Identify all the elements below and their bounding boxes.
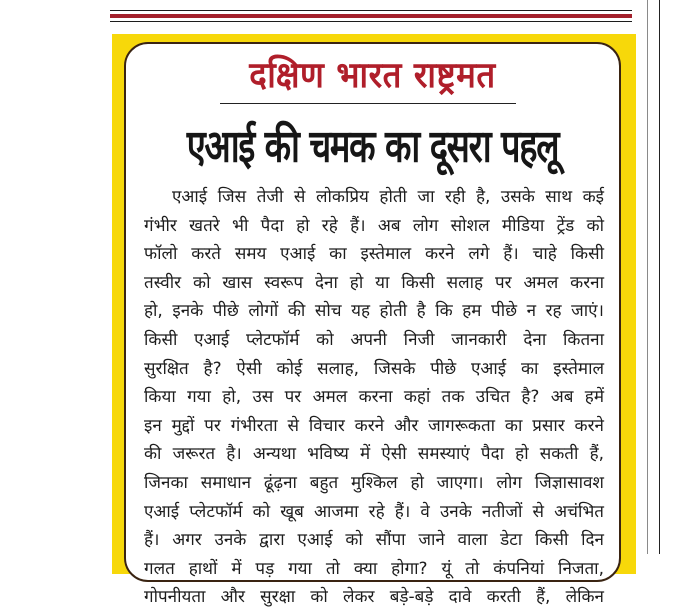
header-rule-bottom: [110, 21, 632, 22]
article-line: गलत हाथों में पड़ गया तो क्या होगा? यूं तो कंपनियां निजता,: [144, 558, 604, 579]
article-line: किसी एआई प्लेटफॉर्म को अपनी निजी जानकारी देना कितना: [144, 329, 604, 350]
article-line: हो, इनके पीछे लोगों की सोच यह होती है कि हम पीछे न रह जाएं।: [144, 301, 604, 322]
article-line: किया गया हो, उस पर अमल करना कहां तक उचित है? अब हमें: [144, 387, 604, 408]
column-divider-gray: [647, 0, 648, 554]
article-line: फॉलो करते समय एआई का इस्तेमाल करने लगे हैं। चाहे किसी: [144, 244, 604, 265]
article-line: सुरक्षित है? ऐसी कोई सलाह, जिसके पीछे एआई का इस्तेमाल: [144, 358, 604, 379]
article-line: गंभीर खतरे भी पैदा हो रहे हैं। अब लोग सोशल मीडिया ट्रेंड को: [144, 215, 604, 236]
article-line: इन मुद्दों पर गंभीरता से विचार करने और जागरूकता का प्रसार करने: [144, 415, 604, 436]
header-rule-red: [110, 14, 632, 18]
article-line: एआई प्लेटफॉर्म को खूब आजमा रहे हैं। वे उनके नतीजों से अचंभित: [144, 501, 604, 522]
article-body: [144, 183, 604, 612]
header-rule-top: [110, 10, 632, 11]
article-line: तस्वीर को खास स्वरूप देना हो या किसी सलाह पर अमल करना: [144, 272, 604, 293]
article-line: हैं। अगर उनके द्वारा एआई को सौंपा जाने वाला डेटा किसी दिन: [144, 530, 604, 551]
masthead-underline: [220, 103, 516, 104]
article-line: एआई जिस तेजी से लोकप्रिय होती जा रही है, उसके साथ कई: [172, 187, 604, 207]
article-line: की जरूरत है। अन्यथा भविष्य में ऐसी समस्याएं पैदा हो सकती हैं,: [144, 444, 604, 465]
newspaper-masthead: दक्षिण भारत राष्ट्रमत: [249, 53, 496, 96]
article-headline: एआई की चमक का दूसरा पहलू: [186, 121, 559, 173]
column-divider-dark: [659, 0, 660, 554]
article-line: गोपनीयता और सुरक्षा को लेकर बड़े-बड़े दावे करती हैं, लेकिन: [144, 587, 604, 608]
article-line: जिनका समाधान ढूंढ़ना बहुत मुश्किल हो जाएगा। लोग जिज्ञासावश: [144, 472, 604, 493]
